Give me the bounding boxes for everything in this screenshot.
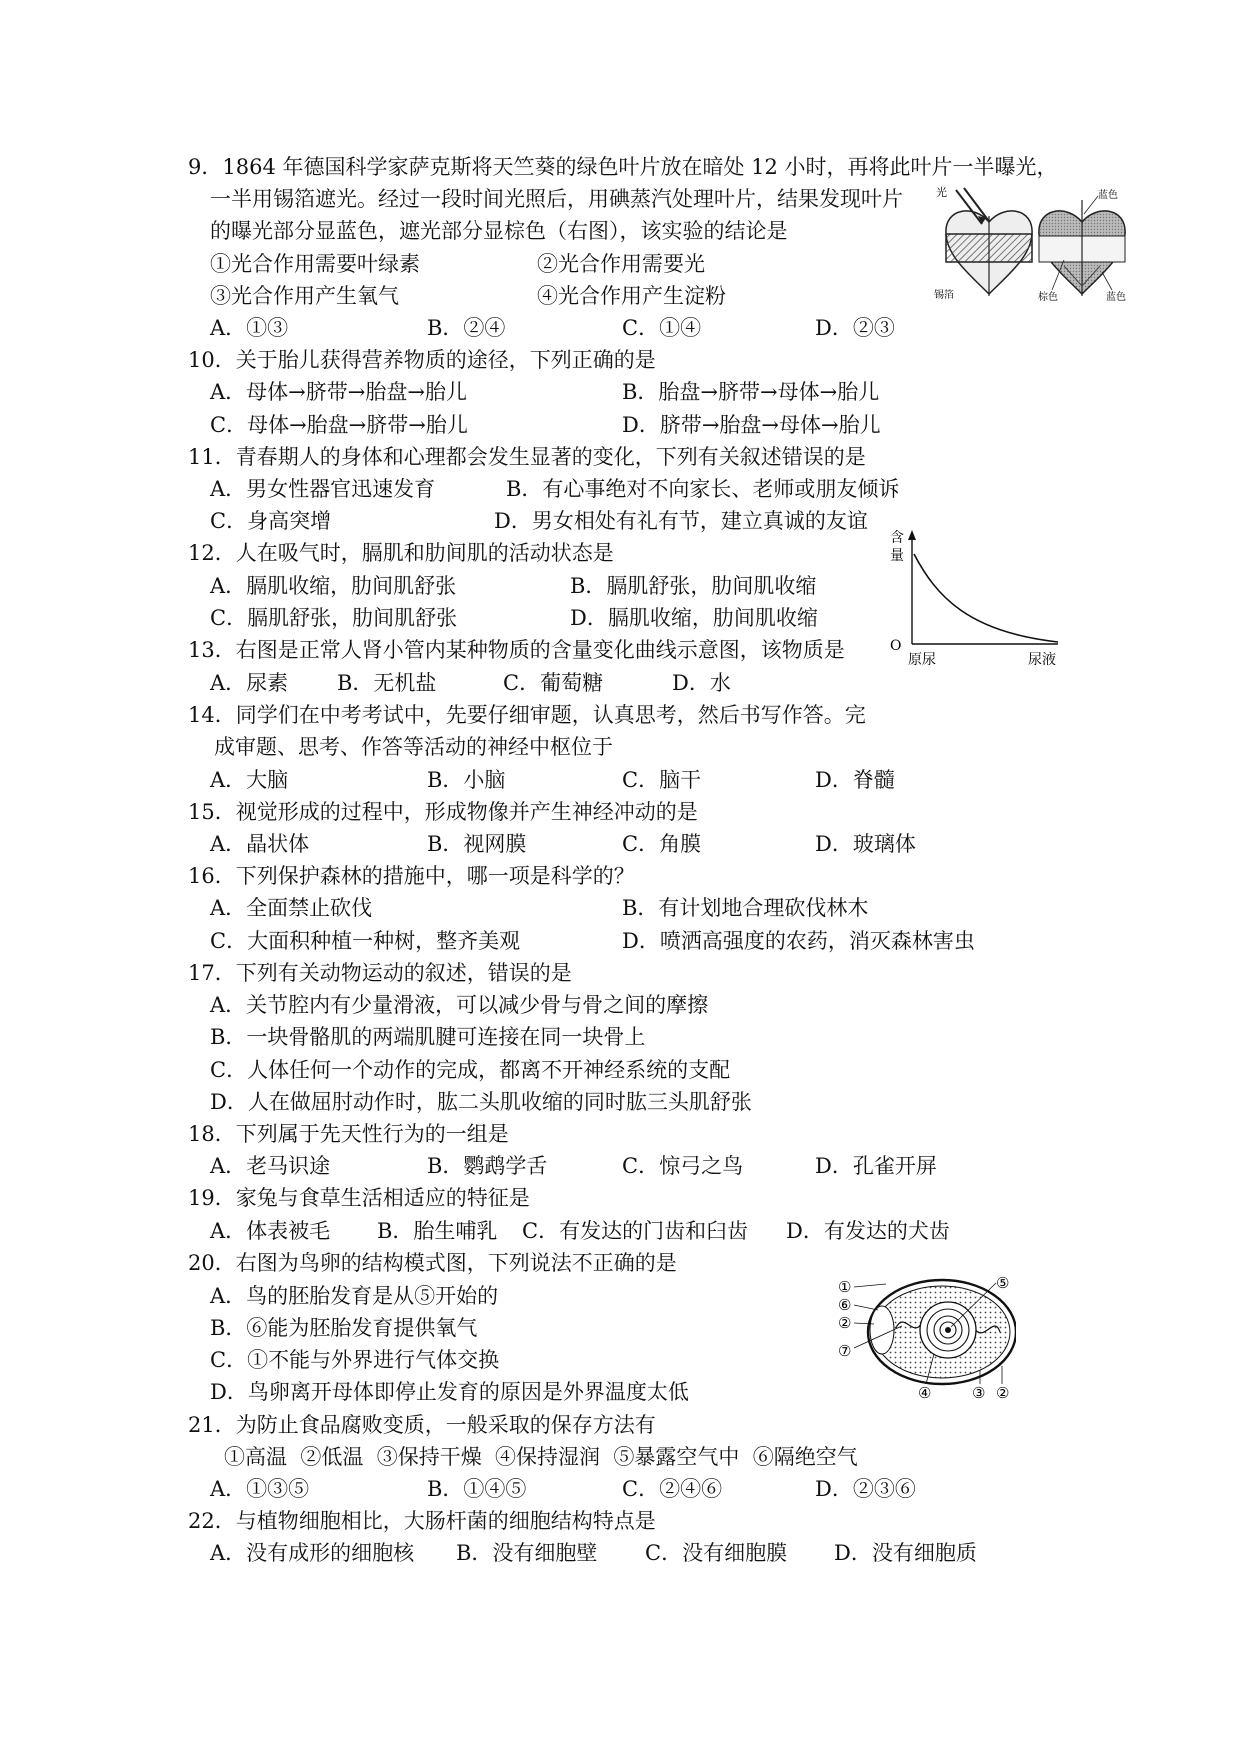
option-a: A．母体→脐带→胎盘→胎儿 xyxy=(210,380,467,404)
label-5: ⑤ xyxy=(996,1274,1010,1292)
label-7: ⑦ xyxy=(838,1342,852,1360)
option-c: C．有发达的门齿和臼齿 xyxy=(522,1219,749,1243)
statement: ④光合作用产生淀粉 xyxy=(537,284,726,308)
blue-bottom-label: 蓝色 xyxy=(1106,292,1126,302)
option-b: B．⑥能为胚胎发育提供氧气 xyxy=(210,1316,478,1340)
y-label: 含 xyxy=(890,530,904,546)
option-b: B．膈肌舒张，肋间肌收缩 xyxy=(570,574,817,598)
label-3: ③ xyxy=(972,1384,986,1400)
question-stem: 18．下列属于先天性行为的一组是 xyxy=(188,1122,509,1146)
option-c: C．①④ xyxy=(622,316,702,340)
option-d: D．脊髓 xyxy=(815,768,895,792)
option-c: C．②④⑥ xyxy=(622,1477,723,1501)
option-a: A．①③⑤ xyxy=(210,1477,310,1501)
method-list: ①高温 ②低温 ③保持干燥 ④保持湿润 ⑤暴露空气中 ⑥隔绝空气 xyxy=(224,1445,858,1469)
option-d: D．没有细胞质 xyxy=(834,1541,977,1565)
option-c: C．身高突增 xyxy=(210,509,332,533)
option-d: D．人在做屈肘动作时，肱二头肌收缩的同时肱三头肌舒张 xyxy=(210,1090,752,1114)
question-stem: 13．右图是正常人肾小管内某种物质的含量变化曲线示意图，该物质是 xyxy=(188,638,845,662)
option-d: D．喷洒高强度的农药，消灭森林害虫 xyxy=(622,929,975,953)
option-d: D．②③⑥ xyxy=(815,1477,916,1501)
option-b: B．①④⑤ xyxy=(427,1477,527,1501)
option-b: B．②④ xyxy=(427,316,506,340)
option-c: C．没有细胞膜 xyxy=(645,1541,788,1565)
option-a: A．尿素 xyxy=(210,671,289,695)
option-a: A．膈肌收缩，肋间肌舒张 xyxy=(210,574,457,598)
option-a: A．体表被毛 xyxy=(210,1219,331,1243)
y-label: 量 xyxy=(890,548,904,564)
option-a: A．关节腔内有少量滑液，可以减少骨与骨之间的摩擦 xyxy=(210,993,709,1017)
option-c: C．脑干 xyxy=(622,768,702,792)
option-a: A．老马识途 xyxy=(210,1154,331,1178)
question-stem: 一半用锡箔遮光。经过一段时间光照后，用碘蒸汽处理叶片，结果发现叶片 xyxy=(210,187,903,211)
option-b: B．胎盘→脐带→母体→胎儿 xyxy=(622,380,880,404)
option-a: A．大脑 xyxy=(210,768,289,792)
leaf-right-icon xyxy=(1039,200,1125,296)
brown-label: 棕色 xyxy=(1038,292,1058,302)
statement: ①光合作用需要叶绿素 xyxy=(210,252,420,276)
option-c: C．大面积种植一种树，整齐美观 xyxy=(210,929,521,953)
bird-egg-figure xyxy=(838,1270,1016,1400)
concentration-curve-figure xyxy=(888,528,1068,668)
label-2: ② xyxy=(996,1384,1010,1400)
question-stem: 11．青春期人的身体和心理都会发生显著的变化，下列有关叙述错误的是 xyxy=(188,445,866,469)
label-2: ② xyxy=(838,1314,852,1332)
option-d: D．脐带→胎盘→母体→胎儿 xyxy=(622,413,881,437)
question-stem: 21．为防止食品腐败变质，一般采取的保存方法有 xyxy=(188,1413,656,1437)
x-start-label: 原尿 xyxy=(908,652,936,668)
question-stem: 19．家兔与食草生活相适应的特征是 xyxy=(188,1186,530,1210)
option-a: A．①③ xyxy=(210,316,289,340)
question-stem: 22．与植物细胞相比，大肠杆菌的细胞结构特点是 xyxy=(188,1509,656,1533)
option-d: D．孔雀开屏 xyxy=(815,1154,937,1178)
option-c: C．惊弓之鸟 xyxy=(622,1154,744,1178)
option-d: D．膈肌收缩，肋间肌收缩 xyxy=(570,606,818,630)
option-d: D．男女相处有礼有节，建立真诚的友谊 xyxy=(494,509,868,533)
question-stem: 14．同学们在中考考试中，先要仔细审题，认真思考，然后书写作答。完 xyxy=(188,703,866,727)
question-stem: 9．1864 年德国科学家萨克斯将天竺葵的绿色叶片放在暗处 12 小时，再将此叶片一半曝光， xyxy=(188,155,1058,179)
air-cell xyxy=(870,1306,894,1354)
option-b: B．有心事绝对不向家长、老师或朋友倾诉 xyxy=(506,477,900,501)
question-stem: 17．下列有关动物运动的叙述，错误的是 xyxy=(188,961,572,985)
option-b: B．无机盐 xyxy=(337,671,437,695)
leaf-left-icon xyxy=(946,188,1032,296)
question-stem: 10．关于胎儿获得营养物质的途径，下列正确的是 xyxy=(188,348,656,372)
label-4: ④ xyxy=(918,1384,932,1400)
label-6: ⑥ xyxy=(838,1296,852,1314)
statement: ③光合作用产生氧气 xyxy=(210,284,399,308)
option-b: B．小脑 xyxy=(427,768,506,792)
option-c: C．人体任何一个动作的完成，都离不开神经系统的支配 xyxy=(210,1058,731,1082)
option-a: A．晶状体 xyxy=(210,832,310,856)
option-b: B．胎生哺乳 xyxy=(377,1219,498,1243)
option-b: B．鹦鹉学舌 xyxy=(427,1154,548,1178)
option-d: D．鸟卵离开母体即停止发育的原因是外界温度太低 xyxy=(210,1380,689,1404)
option-b: B．视网膜 xyxy=(427,832,527,856)
option-d: D．②③ xyxy=(815,316,895,340)
label-1: ① xyxy=(838,1278,852,1296)
option-b: B．有计划地合理砍伐林木 xyxy=(622,896,869,920)
option-c: C．膈肌舒张，肋间肌舒张 xyxy=(210,606,458,630)
option-d: D．玻璃体 xyxy=(815,832,916,856)
question-stem: 12．人在吸气时，膈肌和肋间肌的活动状态是 xyxy=(188,541,614,565)
question-stem: 15．视觉形成的过程中，形成物像并产生神经冲动的是 xyxy=(188,800,698,824)
option-a: A．全面禁止砍伐 xyxy=(210,896,373,920)
question-stem: 的曝光部分显蓝色，遮光部分显棕色（右图），该实验的结论是 xyxy=(210,219,788,243)
question-stem: 16．下列保护森林的措施中，哪一项是科学的？ xyxy=(188,864,635,888)
option-c: C．角膜 xyxy=(622,832,702,856)
curve-line xyxy=(914,554,1058,642)
option-a: A．没有成形的细胞核 xyxy=(210,1541,415,1565)
question-stem: 成审题、思考、作答等活动的神经中枢位于 xyxy=(214,735,613,759)
option-b: B．没有细胞壁 xyxy=(456,1541,598,1565)
foil-label: 锡箔 xyxy=(934,290,954,301)
option-a: A．男女性器官迅速发育 xyxy=(210,477,436,501)
option-d: D．有发达的犬齿 xyxy=(786,1219,950,1243)
light-label: 光 xyxy=(936,186,947,199)
question-stem: 20．右图为鸟卵的结构模式图，下列说法不正确的是 xyxy=(188,1251,677,1275)
statement: ②光合作用需要光 xyxy=(537,252,705,276)
origin-label: O xyxy=(890,638,902,654)
leaf-experiment-figure xyxy=(934,186,1130,302)
option-c: C．①不能与外界进行气体交换 xyxy=(210,1348,500,1372)
option-c: C．母体→胎盘→脐带→胎儿 xyxy=(210,413,468,437)
x-end-label: 尿液 xyxy=(1028,652,1056,668)
option-c: C．葡萄糖 xyxy=(503,671,604,695)
option-d: D．水 xyxy=(672,671,731,695)
option-b: B．一块骨骼肌的两端肌腱可连接在同一块骨上 xyxy=(210,1025,646,1049)
option-a: A．鸟的胚胎发育是从⑤开始的 xyxy=(210,1284,499,1308)
blue-top-label: 蓝色 xyxy=(1098,190,1118,201)
